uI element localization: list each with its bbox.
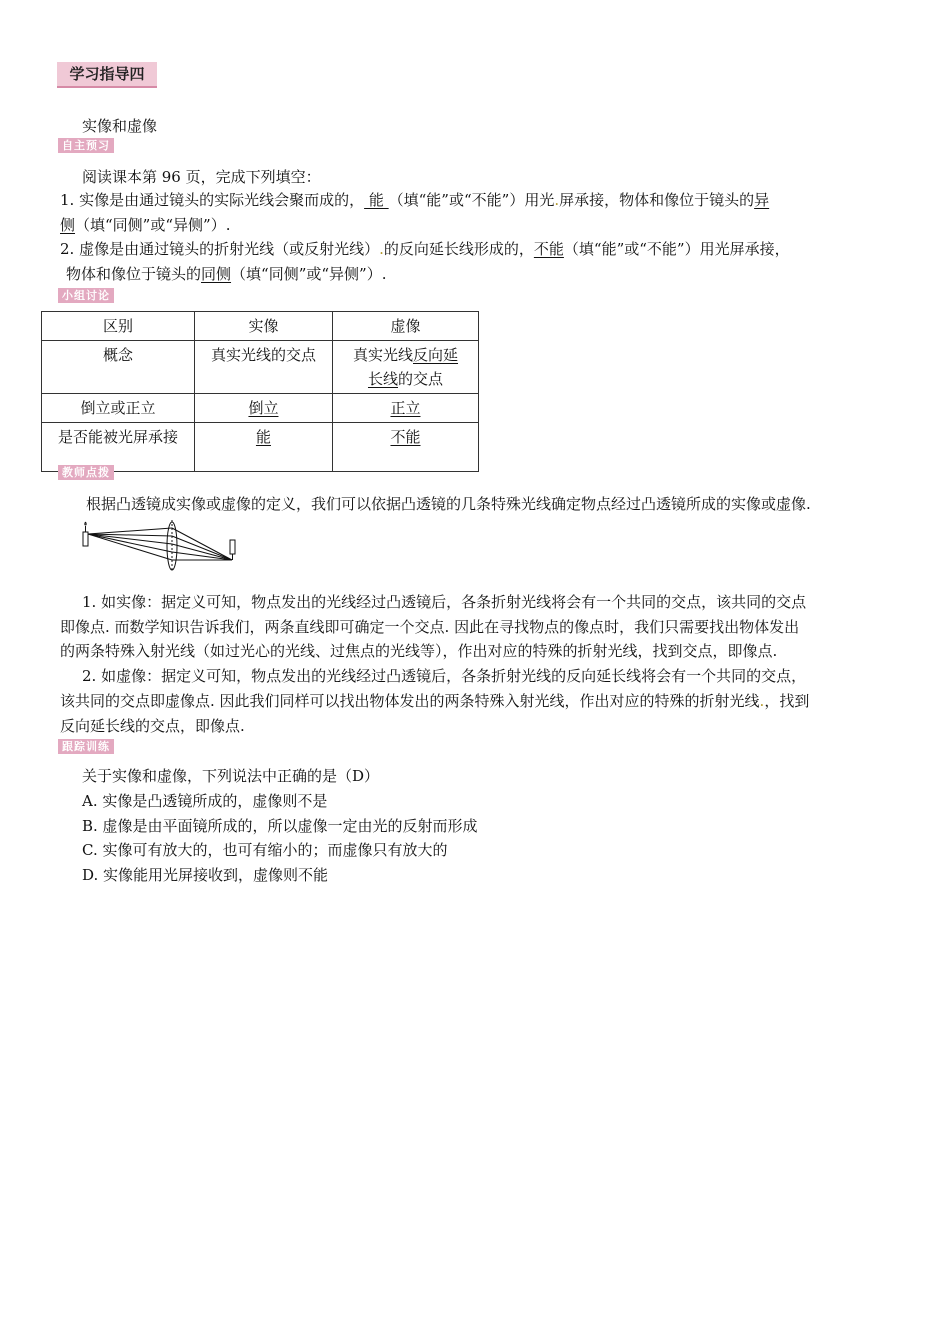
table-cell-label: 倒立或正立	[42, 394, 195, 423]
table-cell-real: 能	[194, 423, 332, 472]
answer-blank-opposite-a: 异	[754, 191, 770, 209]
table-header-row	[42, 312, 479, 341]
table-row	[42, 394, 479, 423]
table-cell-virtual: 正立	[333, 394, 479, 423]
teacher-p2-line3: 反向延长线的交点，即像点.	[60, 717, 245, 735]
topic-heading: 实像和虚像	[82, 117, 158, 135]
preview-q2-line1: 2. 虚像是由通过镜头的折射光线（或反射光线）.的反向延长线形成的，不能（填“能”或“不能”）用光屏承接，	[60, 240, 790, 258]
badge-discussion: 小组讨论	[58, 288, 114, 303]
practice-question: 关于实像和虚像，下列说法中正确的是（D）	[82, 767, 380, 785]
table-cell-real: 真实光线的交点	[194, 341, 332, 394]
practice-option-a: A. 实像是凸透镜所成的，虚像则不是	[82, 792, 328, 810]
table-cell-label: 概念	[42, 341, 195, 394]
table-header-cell: 虚像	[333, 312, 479, 341]
teacher-p1-line1: 1. 如实像：据定义可知，物点发出的光线经过凸透镜后，各条折射光线将会有一个共同的交点，该共同的交点	[82, 593, 807, 611]
answer-blank-cannot: 不能	[533, 240, 564, 258]
comparison-table	[41, 311, 479, 472]
preview-q1-line1: 1. 实像是由通过镜头的实际光线会聚而成的， 能 （填“能”或“不能”）用光.屏承接，物体和像位于镜头的异	[60, 191, 770, 209]
teacher-p2-line1: 2. 如虚像：据定义可知，物点发出的光线经过凸透镜后，各条折射光线的反向延长线将会有一个共同的交点，	[82, 667, 807, 685]
preview-intro: 阅读课本第 96 页，完成下列填空：	[82, 168, 321, 186]
badge-practice: 跟踪训练	[58, 739, 114, 754]
answer-blank-same-side: 同侧	[201, 265, 232, 283]
teacher-p1-line3: 的两条特殊入射光线（如过光心的光线、过焦点的光线等），作出对应的特殊的折射光线，找到交点，即像点.	[60, 642, 778, 660]
table-header-cell: 实像	[194, 312, 332, 341]
table-cell-virtual: 真实光线反向延 长线的交点	[333, 341, 479, 394]
badge-preview: 自主预习	[58, 138, 114, 153]
table-cell-real: 倒立	[194, 394, 332, 423]
table-row	[42, 341, 479, 394]
table-cell-virtual: 不能	[333, 423, 479, 472]
section-title-tag: 学习指导四	[57, 62, 157, 88]
answer-blank-can: 能	[364, 191, 389, 209]
table-cell-label: 是否能被光屏承接	[42, 423, 195, 472]
practice-option-d: D. 实像能用光屏接收到，虚像则不能	[82, 866, 329, 884]
practice-option-b: B. 虚像是由平面镜所成的，所以虚像一定由光的反射而形成	[82, 817, 478, 835]
table-header-cell: 区别	[42, 312, 195, 341]
teacher-intro: 根据凸透镜成实像或虚像的定义，我们可以依据凸透镜的几条特殊光线确定物点经过凸透镜所成的实像或虚像.	[86, 495, 811, 513]
object-candle	[83, 532, 88, 546]
convex-lens-ray-diagram	[80, 520, 245, 574]
teacher-p2-line2: 该共同的交点即虚像点. 因此我们同样可以找出物体发出的两条特殊入射光线，作出对应的特殊的折射光线.，找到	[60, 692, 810, 710]
answer-blank-opposite-b: 侧	[60, 216, 76, 234]
teacher-p1-line2: 即像点. 而数学知识告诉我们，两条直线即可确定一个交点. 因此在寻找物点的像点时，我们只需要找出物体发出	[60, 618, 800, 636]
badge-teacher: 教师点拨	[58, 465, 114, 480]
practice-option-c: C. 实像可有放大的，也可有缩小的；而虚像只有放大的	[82, 841, 448, 859]
preview-q2-line2: 物体和像位于镜头的同侧（填“同侧”或“异侧”）.	[66, 265, 387, 283]
preview-q1-line2: 侧（填“同侧”或“异侧”）.	[60, 216, 231, 234]
